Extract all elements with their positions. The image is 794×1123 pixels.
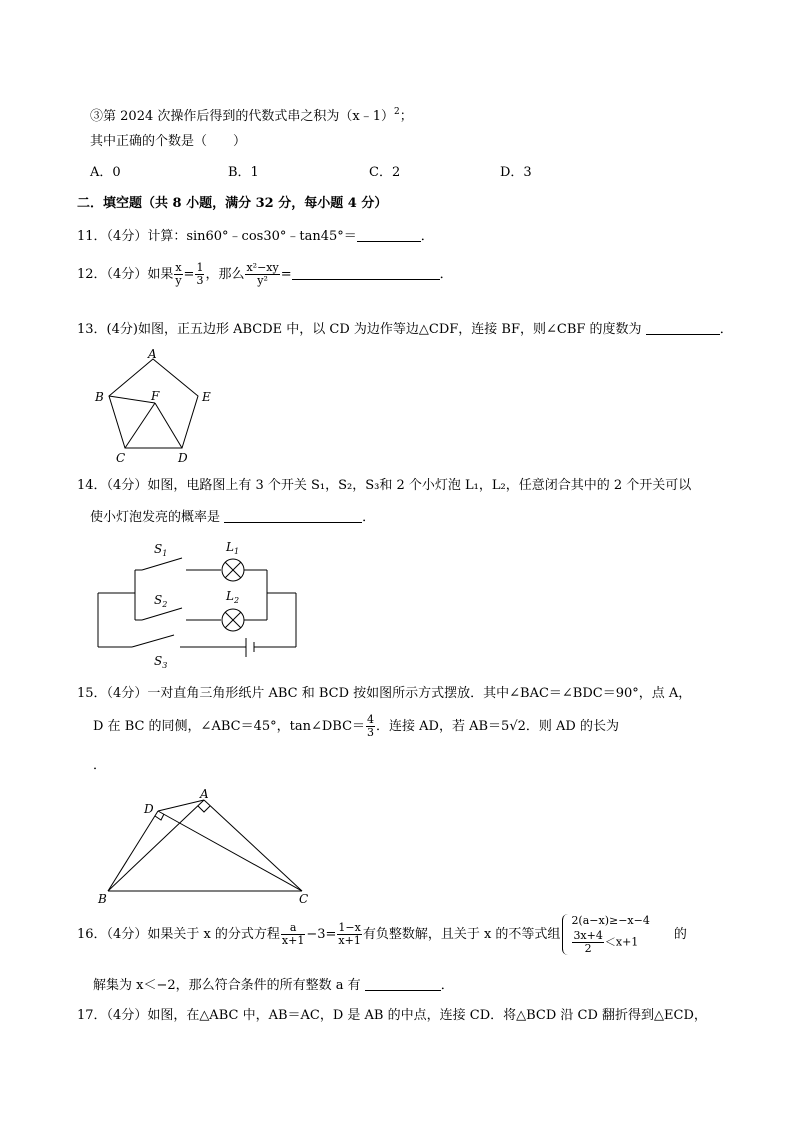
q12-eq2: = [280, 267, 292, 282]
q15-triangle-figure [94, 785, 319, 905]
q14-circuit-figure [94, 536, 304, 671]
q13-pentagon-figure [88, 345, 223, 470]
q12-eq: = [183, 267, 195, 282]
q16-tail: ． [440, 978, 454, 993]
q12 [77, 262, 453, 288]
label-d: D [178, 451, 188, 465]
option-a[interactable]: A．0 [90, 165, 121, 180]
q12-frac1: $\frac{x}{y}$ [175, 261, 182, 287]
q16-sys2-frac: $\frac{3x+4}{2}$ [573, 929, 603, 955]
switch-s2 [142, 608, 182, 620]
q14-tail: ． [362, 510, 376, 525]
segment-dc [158, 811, 302, 891]
segment-bf [109, 396, 155, 403]
q12-mid: ，那么 [205, 267, 245, 282]
option-c[interactable]: C．2 [369, 165, 401, 180]
question-prompt: 其中正确的个数是（ ） [90, 134, 247, 149]
q11-tail: ． [420, 229, 434, 244]
item3-exp: 2 [393, 107, 400, 117]
q15-text2a: D 在 BC 的同侧，∠ABC＝45°，tan∠DBC＝ [93, 719, 366, 734]
q12-tail: ． [439, 267, 453, 282]
label-b: B [95, 390, 104, 404]
q17: 17．（4分）如图，在△ABC 中，AB＝AC，D 是 AB 的中点，连接 CD．将△BCD 沿 CD 翻折得到△ECD， [77, 1008, 707, 1023]
option-b[interactable]: B．1 [228, 165, 259, 180]
q15-line3: ． [93, 758, 107, 773]
right-angle-a [198, 806, 210, 812]
switch-s3 [132, 635, 174, 647]
q12-blank[interactable] [292, 265, 440, 280]
q14-text2: 使小灯泡发亮的概率是 [90, 510, 221, 525]
q16-text-b: −3= [306, 927, 337, 942]
label-c: C [116, 451, 126, 465]
q12-frac2: $\frac{1}{3}$ [196, 261, 204, 287]
label-b: B [98, 892, 107, 905]
label-l2: $L_2$ [226, 589, 240, 605]
q16-frac1: $\frac{a}{x+1}$ [281, 921, 305, 947]
q12-frac3: $\frac{\text{x²−xy}}{\text{y²}}$ [246, 261, 279, 287]
label-s1: $S_1$ [154, 542, 168, 558]
q11-text: 11．（4分）计算：sin60°﹣cos30°﹣tan45°＝ [77, 229, 357, 244]
q13-blank[interactable] [646, 320, 720, 335]
q16-text-d: 的 [673, 927, 687, 942]
q15-line2 [93, 713, 619, 741]
q16-text-a: 16．（4分）如果关于 x 的分式方程 [77, 927, 280, 942]
segment-cf [125, 403, 155, 448]
item3-line [90, 103, 413, 126]
item3-tail: ； [399, 109, 413, 124]
q16-line1 [77, 910, 687, 964]
option-d[interactable]: D．3 [500, 165, 532, 180]
segment-ad [158, 800, 204, 811]
q13-tail: ． [719, 322, 733, 337]
label-d: D [144, 802, 154, 816]
q15-text2b: ．连接 AD，若 AB＝5√2．则 AD 的长为 [376, 719, 619, 734]
q14-blank[interactable] [224, 508, 362, 523]
q15-line1: 15．（4分）一对直角三角形纸片 ABC 和 BCD 按如图所示方式摆放．其中∠BAC＝∠BDC＝90°，点 A， [77, 686, 692, 701]
right-angle-d [155, 814, 164, 820]
label-e: E [202, 390, 211, 404]
label-l1: $L_1$ [226, 540, 240, 556]
q16-frac2: $\frac{1-x}{x+1}$ [338, 921, 361, 947]
label-s3: $S_3$ [154, 654, 168, 670]
q16-line2 [93, 976, 454, 995]
label-a: A [200, 787, 209, 801]
segment-df [155, 403, 182, 448]
section2-title: 二．填空题（共 8 小题，满分 32 分，每小题 4 分） [77, 196, 388, 211]
q14-line2 [90, 508, 375, 527]
q16-text-c: 有负整数解，且关于 x 的不等式组 [362, 927, 561, 942]
q14-line1: 14．（4分）如图，电路图上有 3 个开关 S₁，S₂，S₃和 2 个小灯泡 L₁，L₂，任意闭合其中的 2 个开关可以 [77, 478, 692, 493]
q16-sys2r: ＜x+1 [604, 935, 639, 949]
q16-text2: 解集为 x＜−2，那么符合条件的所有整数 a 有 [93, 978, 361, 993]
q12-text: 12．（4分）如果 [77, 267, 174, 282]
q13 [77, 320, 733, 339]
q16-inequality-system [562, 914, 649, 955]
q11-blank[interactable] [357, 227, 421, 242]
q15-frac: $\frac{4}{3}$ [367, 713, 375, 739]
switch-s1 [142, 558, 182, 570]
label-f: F [151, 389, 160, 403]
item3-mark: ③ [90, 109, 104, 124]
label-c: C [299, 892, 309, 905]
item3-text: 第 2024 次操作后得到的代数式串之积为（x﹣1） [103, 109, 394, 124]
segment-ac [204, 800, 302, 891]
q11 [77, 227, 434, 246]
q16-sys1: 2(a−x)≥−x−4 [571, 914, 650, 927]
q16-blank[interactable] [365, 976, 441, 991]
q13-text: 13．(4分)如图，正五边形 ABCDE 中，以 CD 为边作等边△CDF，连接 BF，则∠CBF 的度数为 [77, 322, 642, 337]
label-s2: $S_2$ [154, 593, 168, 609]
pentagon [109, 359, 198, 448]
label-a: A [148, 347, 157, 361]
